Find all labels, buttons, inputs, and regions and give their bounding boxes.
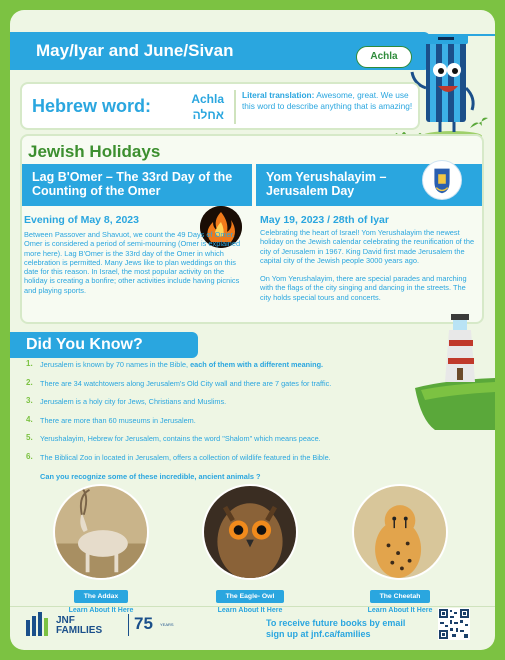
fact-text: The Biblical Zoo in located in Jerusalem, offers a collection of wildlife featured in the Bible. <box>40 452 331 462</box>
fact-item <box>26 416 426 435</box>
animal-card-addax <box>52 484 150 614</box>
fact-item <box>26 453 426 472</box>
75-years-logo: 75 <box>134 614 153 633</box>
animal-name: The Eagle- Owl <box>216 590 285 603</box>
jerusalem-emblem-icon <box>422 160 462 200</box>
fact-number: 3. <box>26 396 33 405</box>
animals-question: Can you recognize some of these incredible, ancient animals ? <box>40 472 261 481</box>
fact-text: Jerusalem is a holy city for Jews, Christians and Muslims. <box>40 397 227 406</box>
cheetah-photo <box>352 484 448 580</box>
75-years-sub: YEARS <box>160 622 174 627</box>
footer-divider <box>10 606 495 607</box>
hebrew-text: אחלה <box>192 108 224 122</box>
animal-name: The Addax <box>74 590 129 603</box>
speech-bubble: Achla <box>356 46 412 68</box>
fact-item <box>26 434 426 453</box>
cta-line-1: To receive future books by email <box>266 618 406 628</box>
animal-card-cheetah <box>351 484 449 614</box>
translation-body: Awesome, great. We use this word to describe anything that is amazing! <box>242 90 413 111</box>
jnf-logo-text <box>56 616 102 636</box>
fact-text: Yerushalayim, Hebrew for Jerusalem, contains the word "Shalom" which means peace. <box>40 434 321 443</box>
fact-number: 4. <box>26 414 33 424</box>
lag-bomer-date: Evening of May 8, 2023 <box>24 214 139 226</box>
logo-line-1: JNF <box>56 615 75 626</box>
lighthouse-icon <box>415 310 495 430</box>
fact-item <box>26 397 426 416</box>
yom-yerushalayim-title-text: Yom Yerushalayim – Jerusalem Day <box>266 170 387 198</box>
divider <box>234 90 236 124</box>
fact-text: There are more than 60 museums in Jerusalem. <box>40 415 196 425</box>
eagle-owl-photo <box>202 484 298 580</box>
newsletter-page <box>10 10 495 650</box>
qr-code-icon[interactable] <box>438 608 470 640</box>
logo-line-2: FAMILIES <box>56 625 103 636</box>
fact-text: Jerusalem is known by 70 names in the Bible, <box>40 360 191 369</box>
fact-item <box>26 379 426 398</box>
fact-bold-text: each of them with a different meaning. <box>190 360 324 369</box>
signup-cta <box>266 618 405 640</box>
page-title: May/Iyar and June/Sivan <box>36 41 234 60</box>
yom-yerushalayim-date: May 19, 2023 / 28th of Iyar <box>260 214 389 226</box>
hebrew-word-panel <box>20 82 420 130</box>
cta-line-2[interactable]: sign up at jnf.ca/families <box>266 629 371 639</box>
translation-label: Literal translation: <box>242 90 315 100</box>
transliteration: Achla <box>191 92 224 106</box>
learn-more-link[interactable]: Learn About It Here <box>217 607 283 614</box>
translation-text <box>242 90 417 112</box>
lag-bomer-body: Between Passover and Shavuot, we count the 49 Days of Omer. Omer is considered a period of semi-mourning (Omer is explained more here). Lag B'Omer is the 33rd day of the Omer in which celebration is permitted. Many Jews like to plan weddings on this date for this reason. In Israel, the most popular activity on the holiday is creating a bonfire; other activities include having picnics and playing sports. <box>24 230 241 295</box>
hebrew-word-label: Hebrew word: <box>32 96 152 116</box>
fact-number: 1. <box>26 359 33 368</box>
yom-yerushalayim-paragraph-2: On Yom Yerushalayim, there are special parades and marching with the flags of the city singing and dancing in the streets. The city holds special tours and concerts. <box>260 274 467 302</box>
animal-name: The Cheetah <box>370 590 431 603</box>
yom-yerushalayim-paragraph-1: Celebrating the heart of Israel! Yom Yerushalayim the newest holiday on the Jewish calendar celebrating the reunification of the city of Jerusalem in 1967. King David first made Jerusalem the capital city of the Jewish people 3000 years ago. <box>260 228 475 265</box>
fact-item <box>26 360 426 379</box>
learn-more-link[interactable]: Learn About It Here <box>367 607 433 614</box>
lag-bomer-title: Lag B'Omer – The 33rd Day of the Counting of the Omer <box>22 164 252 206</box>
hebrew-word-value <box>184 91 224 123</box>
addax-photo <box>53 484 149 580</box>
learn-more-link[interactable]: Learn About It Here <box>68 607 134 614</box>
fact-number: 6. <box>26 451 33 461</box>
jnf-logo-icon <box>24 610 52 638</box>
logo-separator <box>128 614 129 636</box>
fact-text: There are 34 watchtowers along Jerusalem's Old City wall and there are 7 gates for traffic. <box>40 378 332 388</box>
did-you-know-heading: Did You Know? <box>10 332 198 358</box>
holidays-heading: Jewish Holidays <box>28 142 161 161</box>
yom-yerushalayim-body <box>260 228 476 302</box>
animal-card-eagle-owl <box>201 484 299 614</box>
facts-list <box>26 360 426 471</box>
fact-number: 5. <box>26 433 33 442</box>
fact-number: 2. <box>26 377 33 387</box>
